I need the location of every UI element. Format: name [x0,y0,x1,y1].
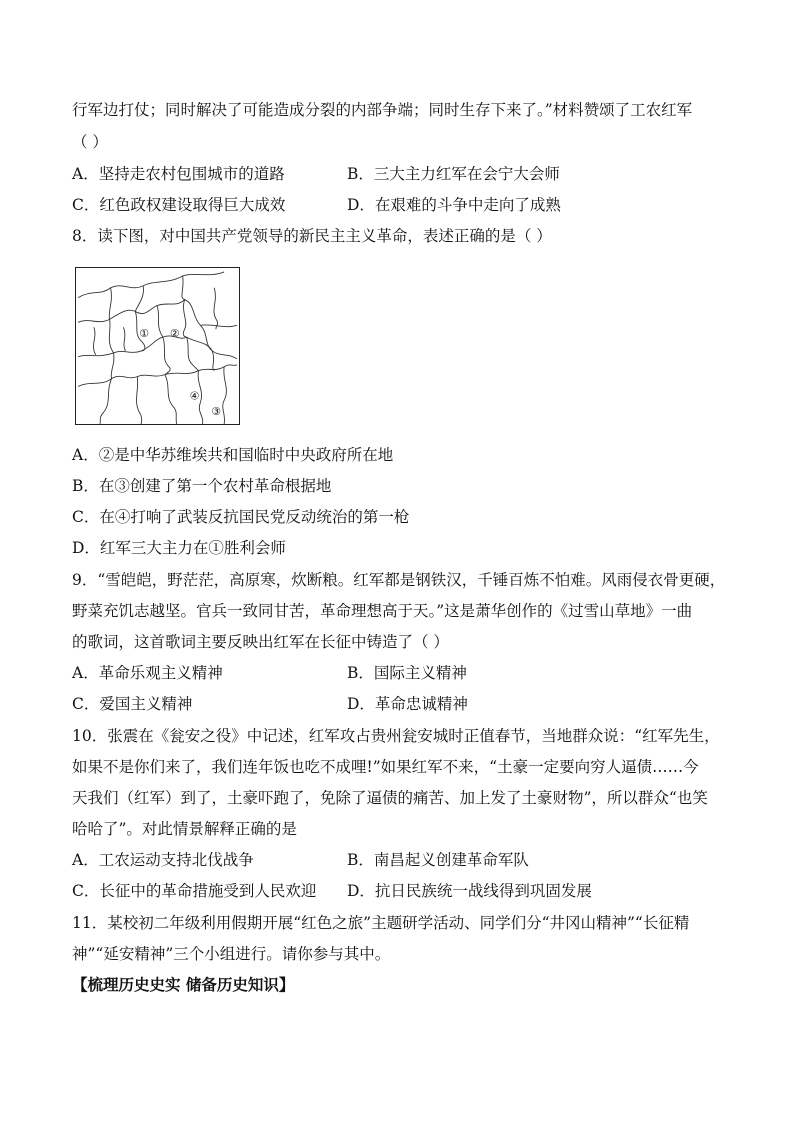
q10-option-a: A．工农运动支持北伐战争 [72,851,254,869]
q10-option-b: B．南昌起义创建革命军队 [347,851,529,869]
q10-option-c: C．长征中的革命措施受到人民欢迎 [72,882,317,900]
q7-stem-tail: 行军边打仗；同时解决了可能造成分裂的内部争端；同时生存下来了。”材料赞颂了工农红军 [72,101,693,119]
q10-stem-line-2: 如果不是你们来了，我们连年饭也吃不成哩!”如果红军不来，“土豪一定要向穷人逼债……今 [72,758,699,776]
map-marker-4: ④ [189,389,200,403]
q7-option-c: C．红色政权建设取得巨大成效 [72,196,286,214]
q8-option-a: A．②是中华苏维埃共和国临时中央政府所在地 [72,446,394,464]
q10-option-d: D．抗日民族统一战线得到巩固发展 [347,882,592,900]
q9-option-c: C．爱国主义精神 [72,695,193,713]
q8-stem: 8．读下图，对中国共产党领导的新民主主义革命，表述正确的是（ ） [72,227,552,245]
q7-option-a: A．坚持走农村包围城市的道路 [72,165,285,183]
q9-stem-line-2: 野菜充饥志越坚。官兵一致同甘苦，革命理想高于天。”这是萧华创作的《过雪山草地》一曲 [72,602,693,620]
map-marker-3: ③ [211,405,222,419]
q9-option-a: A．革命乐观主义精神 [72,664,223,682]
q10-stem-line-4: 哈哈了”。对此情景解释正确的是 [72,820,297,838]
q7-option-d: D．在艰难的斗争中走向了成熟 [347,196,561,214]
q8-option-b: B．在③创建了第一个农村革命根据地 [72,477,332,495]
q9-option-b: B．国际主义精神 [347,664,467,682]
q8-option-d: D．红军三大主力在①胜利会师 [72,539,286,557]
map-marker-2: ② [169,327,180,341]
q10-stem-line-3: 天我们（红军）到了，土豪吓跑了，免除了逼债的痛苦、加上发了土豪财物”，所以群众“也笑 [72,789,708,807]
q9-stem-line-3: 的歌词，这首歌词主要反映出红军在长征中铸造了（ ） [72,633,449,651]
q10-stem-line-1: 10．张震在《瓮安之役》中记述，红军攻占贵州瓮安城时正值春节，当地群众说：“红军先生， [72,727,720,745]
q8-map [75,267,240,425]
q9-stem-line-1: 9．“雪皑皑，野茫茫，高原寒，炊断粮。红军都是钢铁汉，千锤百炼不怕难。风雨侵衣骨更硬， [72,571,726,589]
q11-stem-line-1: 11．某校初二年级利用假期开展“红色之旅”主题研学活动、同学们分“井冈山精神”“长征精 [72,914,690,932]
q11-stem-line-2: 神”“延安精神”三个小组进行。请你参与其中。 [72,945,391,963]
q8-option-c: C．在④打响了武装反抗国民党反动统治的第一枪 [72,508,410,526]
q7-answer-blank: （ ） [72,133,108,151]
map-marker-1: ① [139,327,149,341]
q7-option-b: B．三大主力红军在会宁大会师 [347,165,560,183]
q11-section-title: 【梳理历史史实 储备历史知识】 [72,975,295,994]
q9-option-d: D．革命忠诚精神 [347,695,468,713]
china-map-outline [76,268,239,424]
